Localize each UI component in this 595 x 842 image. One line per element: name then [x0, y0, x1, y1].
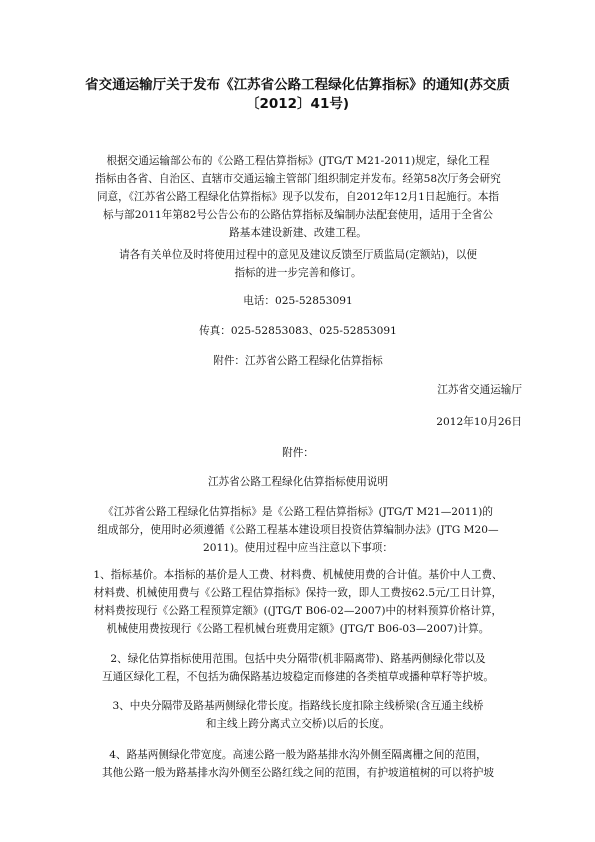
text-line: 材料费、机械使用费与《公路工程估算指标》保持一致，即人工费按62.5元/工日计算， — [93, 587, 503, 599]
text-line: 《江苏省公路工程绿化估算指标》是《公路工程估算指标》(JTG/T M21—2011)的 — [103, 506, 493, 518]
text-line: 3、中央分隔带及路基两侧绿化带长度。指路线长度扣除主线桥梁(含互通主线桥 — [112, 700, 484, 712]
document-title — [70, 76, 525, 114]
paragraph-overview — [72, 503, 524, 557]
title-line-2: 〔2012〕41号) — [245, 96, 350, 112]
phone-line: 电话：025-52853091 — [243, 295, 353, 307]
text-line: 请各有关单位及时将使用过程中的意见及建议反馈至厅质监局(定额站)，以便 — [119, 249, 477, 261]
text-line: 标与部2011年第82号公告公布的公路估算指标及编制办法配套使用，适用于全省公 — [102, 209, 494, 221]
text-line: 路基本建设新建、改建工程。 — [229, 227, 367, 239]
paragraph-item-3 — [72, 697, 524, 733]
attachment-line: 附件：江苏省公路工程绿化估算指标 — [213, 355, 383, 367]
title-line-1: 省交通运输厅关于发布《江苏省公路工程绿化估算指标》的通知(苏交质 — [85, 77, 510, 93]
text-line: 指标由各省、自治区、直辖市交通运输主管部门组织制定并发布。经第58次厅务会研究 — [95, 173, 501, 185]
paragraph-feedback — [72, 246, 524, 282]
text-line: 1、指标基价。本指标的基价是人工费、材料费、机械使用费的合计值。基价中人工费、 — [93, 569, 503, 581]
text-line: 4、路基两侧绿化带宽度。高速公路一般为路基排水沟外侧至隔离栅之间的范围， — [109, 749, 487, 761]
text-line: 机械使用费按现行《公路工程机械台班费用定额》(JTG/T B06-03—2007)计算。 — [106, 623, 490, 635]
fax-line: 传真：025-52853083、025-52853091 — [199, 325, 397, 337]
issuing-organization: 江苏省交通运输厅 — [437, 384, 522, 396]
text-line: 组成部分，使用时必须遵循《公路工程基本建设项目投资估算编制办法》(JTG M20— — [97, 524, 499, 536]
text-line: 和主线上跨分离式立交桥)以后的长度。 — [205, 718, 391, 730]
paragraph-intro — [72, 152, 524, 242]
text-line: 指标的进一步完善和修订。 — [234, 267, 362, 279]
paragraph-item-1 — [72, 566, 524, 638]
paragraph-item-2 — [72, 650, 524, 686]
text-line: 材料费按现行《公路工程预算定额》((JTG/T B06-02—2007)中的材料预算价格计算， — [93, 605, 503, 617]
text-line: 根据交通运输部公布的《公路工程估算指标》(JTG/T M21-2011)规定，绿化工程 — [106, 155, 490, 167]
attachment-subtitle: 江苏省公路工程绿化估算指标使用说明 — [207, 476, 389, 488]
text-line: 2011)。使用过程中应当注意以下事项： — [203, 542, 393, 554]
text-line: 其他公路一般为路基排水沟外侧至公路红线之间的范围，有护坡道植树的可以将护坡 — [102, 767, 494, 779]
text-line: 互通区绿化工程，不包括为确保路基边坡稳定而修建的各类植草或播种草籽等护坡。 — [102, 671, 494, 683]
paragraph-item-4 — [72, 746, 524, 782]
attachment-label: 附件： — [282, 447, 314, 459]
text-line: 同意，《江苏省公路工程绿化估算指标》现予以发布，自2012年12月1日起施行。本指 — [96, 191, 500, 203]
text-line: 2、绿化估算指标使用范围。包括中央分隔带(机非隔离带)、路基两侧绿化带以及 — [110, 653, 486, 665]
issue-date: 2012年10月26日 — [436, 416, 522, 428]
